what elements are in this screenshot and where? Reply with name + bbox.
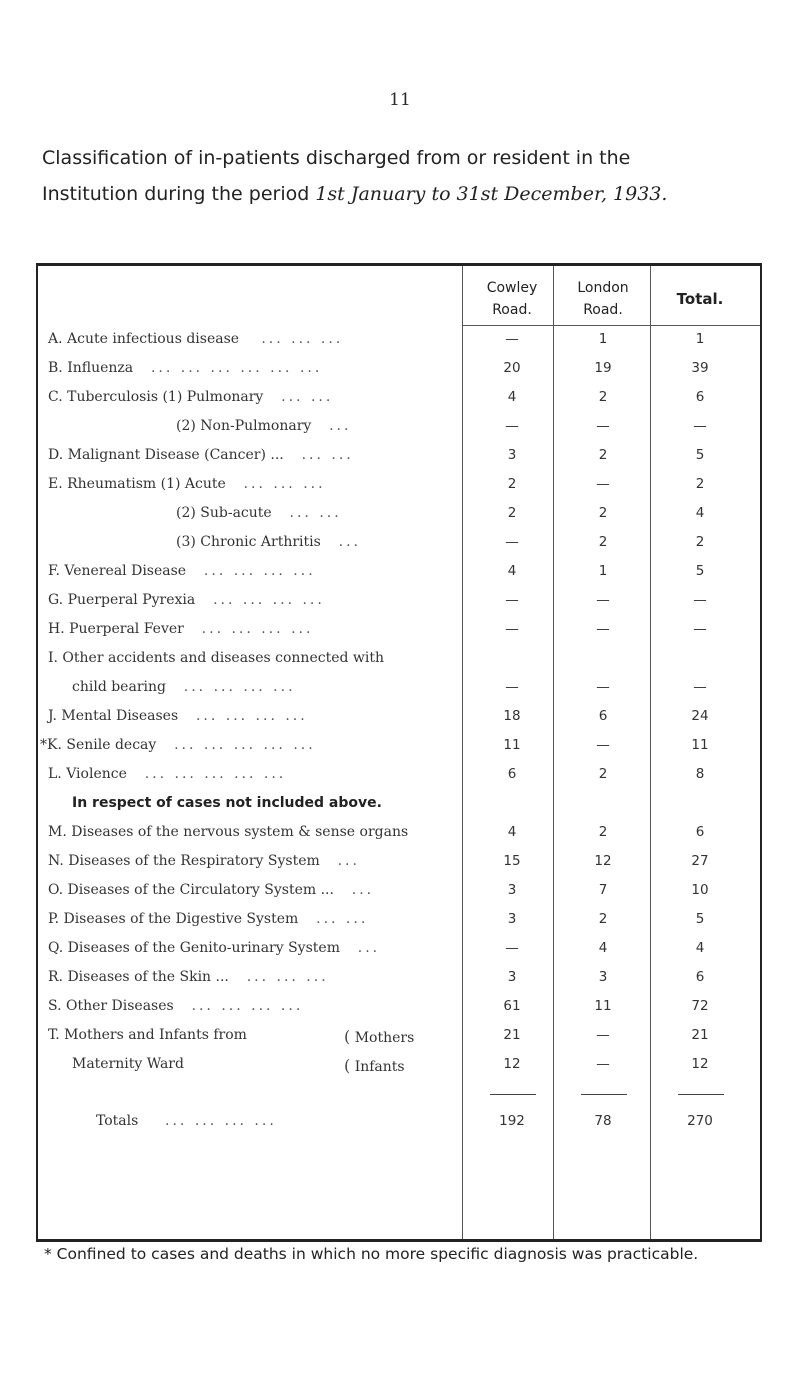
table-row: Maternity Ward ( Infants 12 — 12 [72, 1056, 709, 1075]
header-cowley-road: Cowley Road. [486, 280, 538, 318]
heading-line-1: Classification of in-patients discharged from or resident in the [42, 147, 631, 169]
table-row: T. Mothers and Infants from ( Mothers 21 — 21 [48, 1027, 709, 1046]
table-row: Q. Diseases of the Genito-urinary System ... — 4 4 [48, 940, 705, 956]
table-row: (2) Non-Pulmonary ... — — — [176, 418, 707, 434]
heading-period: 1st January to 31st December, 1933. [315, 183, 668, 205]
table-row: A. Acute infectious disease ... ... ... — 1 1 [48, 331, 705, 347]
page-number: 11 [389, 90, 411, 110]
brace-icon: ( [344, 1056, 351, 1075]
sum-rule [581, 1094, 627, 1095]
table-row: child bearing ... ... ... ... — — — [72, 679, 707, 695]
table-row: N. Diseases of the Respiratory System ... 15 12 27 [48, 853, 709, 869]
table-row: E. Rheumatism (1) Acute ... ... ... 2 — 2 [48, 476, 705, 492]
heading-line-2-prefix: Institution during the period [42, 183, 316, 205]
classification-table [36, 263, 762, 1242]
table-row: F. Venereal Disease ... ... ... ... 4 1 5 [48, 563, 705, 579]
heading-line-2 [42, 176, 772, 212]
table-row: H. Puerperal Fever ... ... ... ... — — — [48, 621, 707, 637]
totals-row: Totals ... ... ... ... 192 78 270 [96, 1113, 713, 1129]
table-row: (2) Sub-acute ... ... 2 2 4 [176, 505, 705, 521]
table-row: D. Malignant Disease (Cancer) ... ... ... 3 2 5 [48, 447, 705, 463]
table-row: G. Puerperal Pyrexia ... ... ... ... — — — [48, 592, 707, 608]
table-row: P. Diseases of the Digestive System ... ... 3 2 5 [48, 911, 705, 927]
table-subheading: In respect of cases not included above. [72, 795, 382, 811]
table-row: M. Diseases of the nervous system & sense organs 4 2 6 [48, 824, 705, 840]
footnote: * Confined to cases and deaths in which no more specific diagnosis was practicable. [44, 1245, 699, 1263]
table-row: I. Other accidents and diseases connected with [48, 650, 384, 666]
sum-rule [490, 1094, 536, 1095]
brace-icon: ( [344, 1027, 351, 1046]
table-row: L. Violence ... ... ... ... ... 6 2 8 [48, 766, 705, 782]
table-row: S. Other Diseases ... ... ... ... 61 11 72 [48, 998, 709, 1014]
page-heading [42, 140, 772, 212]
table-row: (3) Chronic Arthritis ... — 2 2 [176, 534, 705, 550]
header-london-road: London Road. [577, 280, 629, 318]
table-row: B. Influenza ... ... ... ... ... ... 20 19 39 [48, 360, 709, 376]
table-row: *K. Senile decay ... ... ... ... ... 11 — 11 [40, 737, 709, 753]
sum-rule [678, 1094, 724, 1095]
header-total: Total. [676, 290, 724, 308]
table-row: R. Diseases of the Skin ... ... ... ... 3 3 6 [48, 969, 705, 985]
table-row: J. Mental Diseases ... ... ... ... 18 6 24 [48, 708, 709, 724]
table-row: C. Tuberculosis (1) Pulmonary ... ... 4 2 6 [48, 389, 705, 405]
table-row: O. Diseases of the Circulatory System ... ... 3 7 10 [48, 882, 709, 898]
